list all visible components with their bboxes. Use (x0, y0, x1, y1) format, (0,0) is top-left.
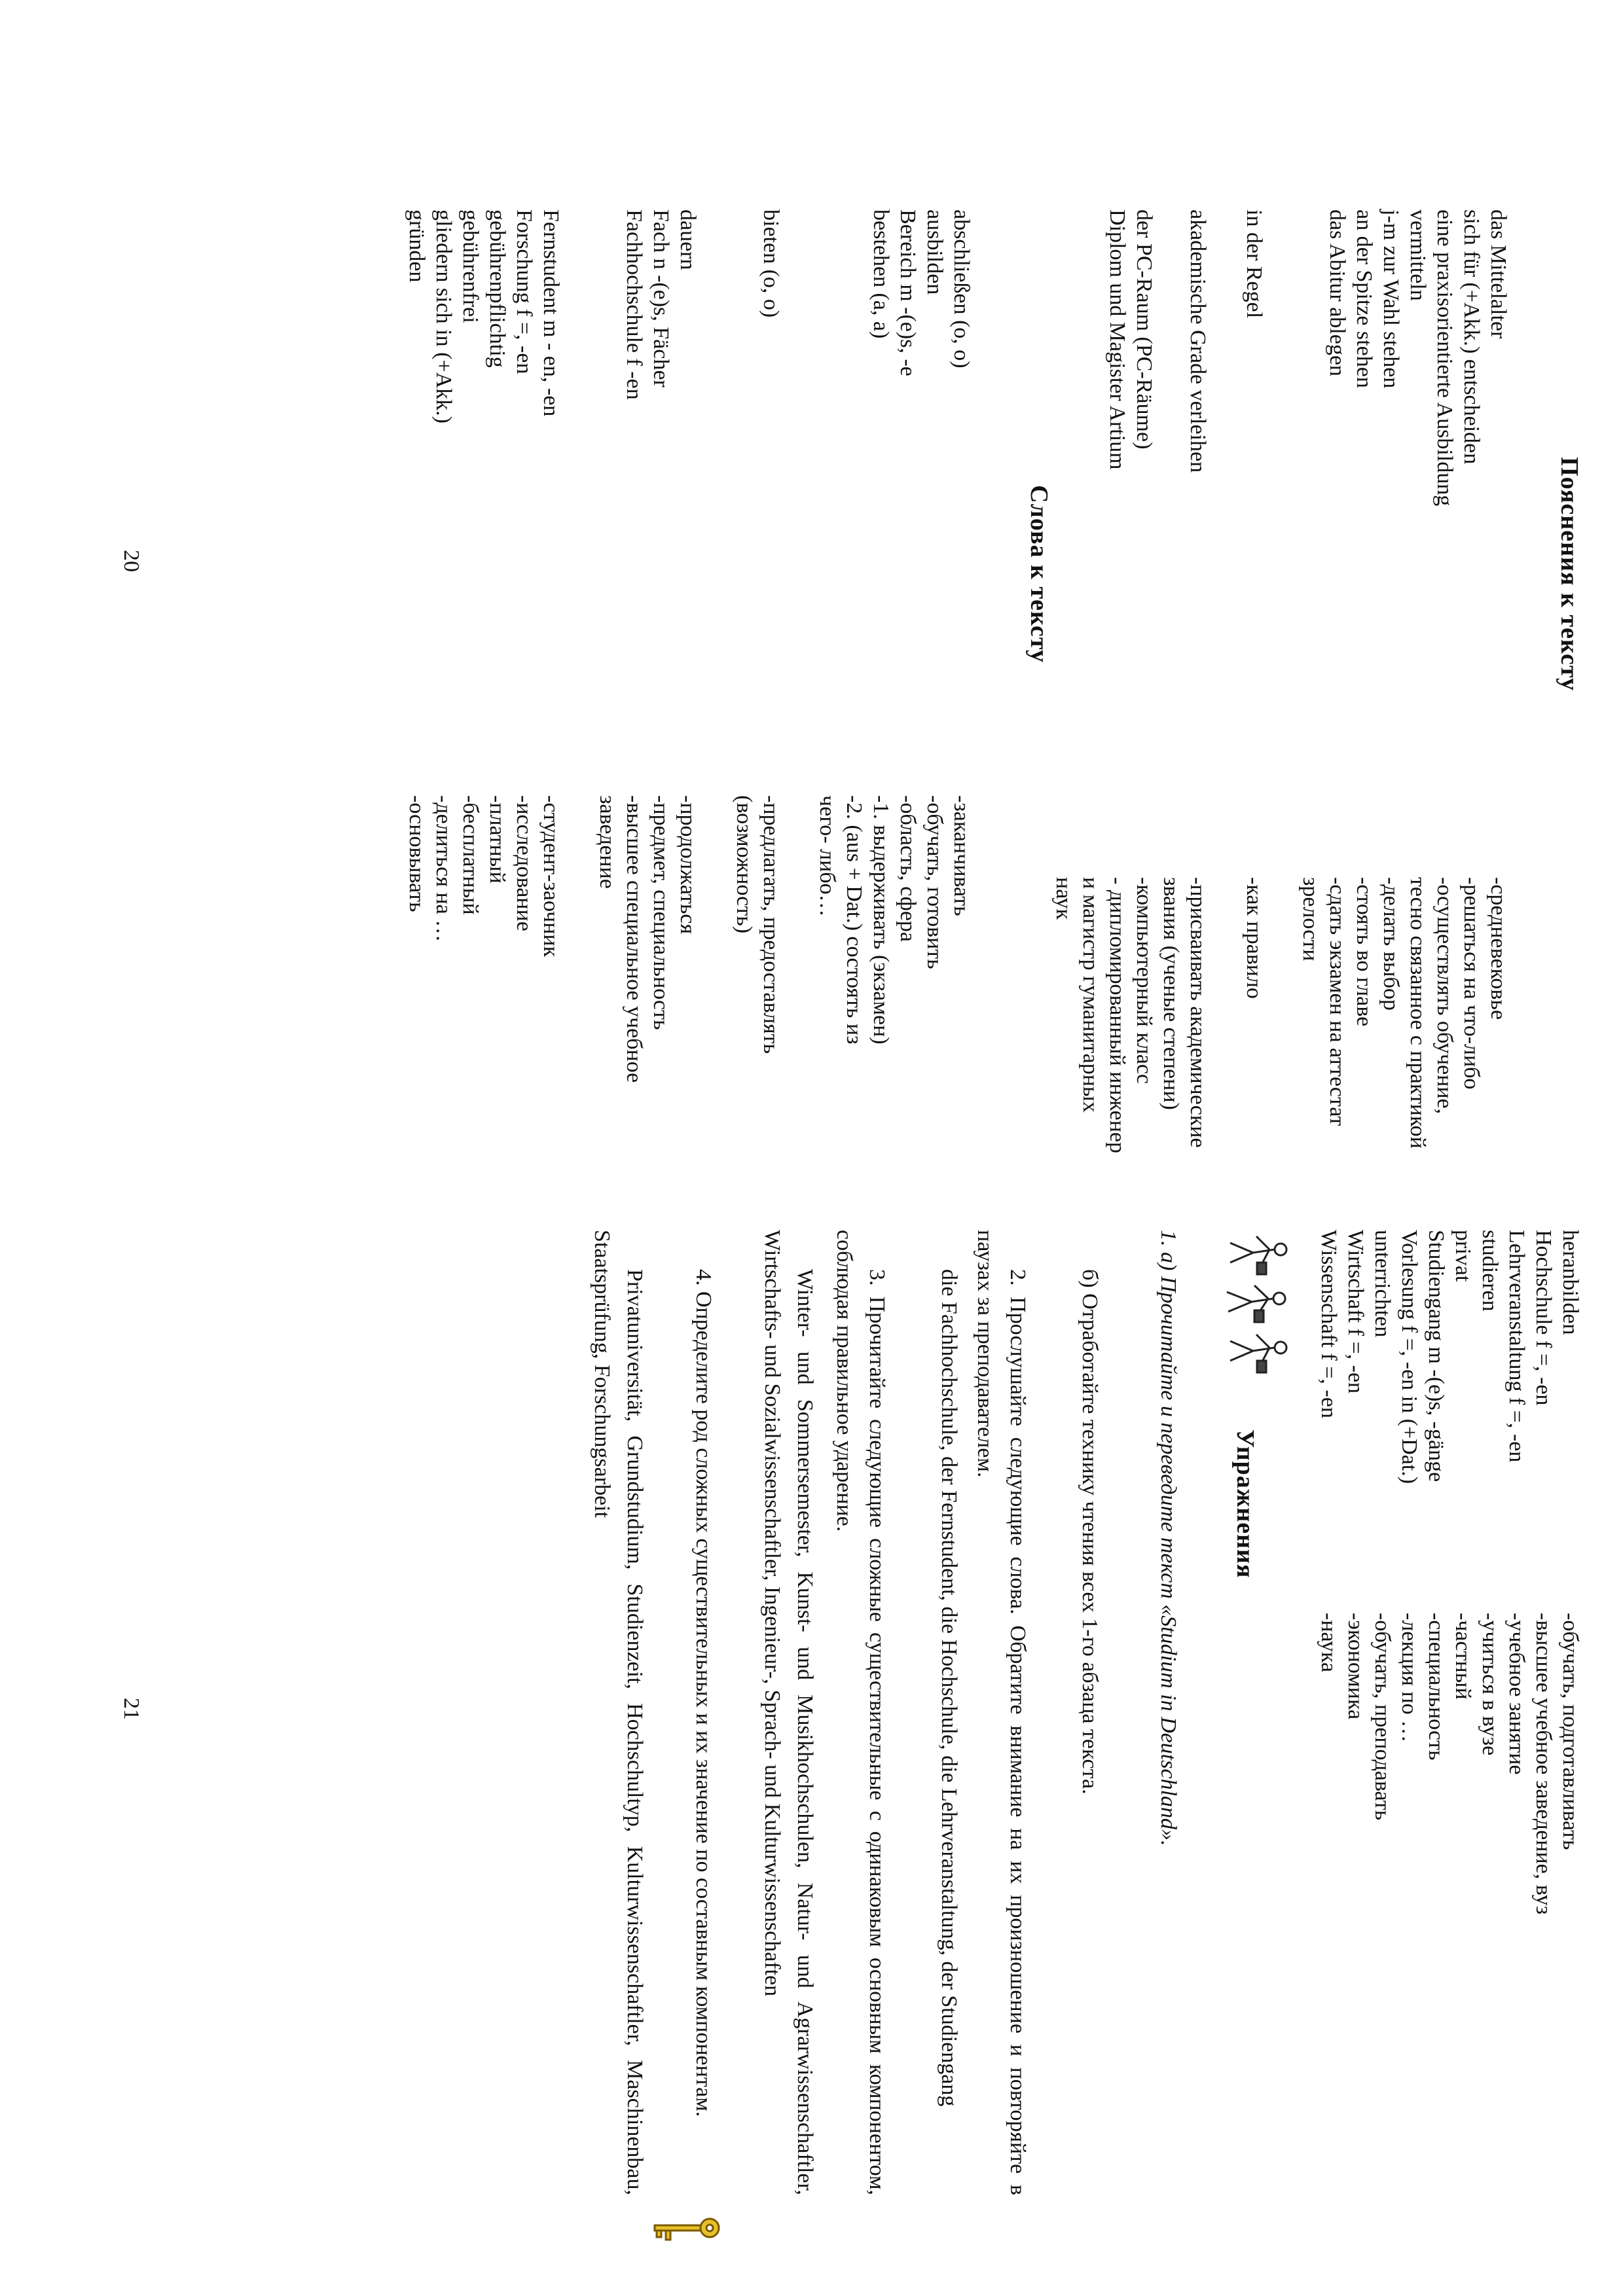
russian-translation: -учебное занятие (1504, 1613, 1529, 1775)
vocab-row (1342, 1230, 1369, 2212)
figures-illustration-icon (1207, 1230, 1292, 1380)
russian-translation: и магистр гуманитарных (1078, 877, 1103, 1113)
vocab-row (674, 209, 701, 1191)
vocab-row (1458, 209, 1485, 1191)
russian-translation: -продолжаться (676, 795, 700, 935)
russian-translation: звания (ученые степени) (1159, 877, 1183, 1110)
german-term: Vorlesung f =, -en in (+Dat.) (1397, 1230, 1421, 1484)
russian-translation: -сдать экзамен на аттестат (1325, 877, 1349, 1126)
german-term: Diplom und Magister Artium (1105, 209, 1129, 470)
russian-translation: наук (1051, 877, 1076, 920)
russian-translation: -область, сфера (896, 795, 920, 942)
german-term: vermitteln (1406, 209, 1430, 301)
german-term: privat (1451, 1230, 1475, 1282)
german-term: der PC-Raum (PC-Räume) (1132, 209, 1156, 450)
russian-translation: -осуществлять обучение, (1432, 877, 1457, 1115)
german-term: Fernstudent m - en, -en (539, 209, 563, 417)
german-term: gliedern sich in (+Akk.) (431, 209, 456, 423)
vocab-row (1503, 1230, 1530, 2212)
russian-translation: -стоять во главе (1352, 877, 1376, 1027)
german-term: Forschung f =, -en (512, 209, 536, 374)
page-number-20: 20 (119, 550, 143, 572)
vocab-row (621, 209, 647, 1191)
exercise-2-instruction: 2. Прослушайте следующие слова. Обратите внимание на их произношение и повторяйте в паузах за преподавателем. (973, 1230, 1030, 2195)
german-term: heranbilden (1558, 1230, 1582, 1335)
vocab-row (484, 209, 511, 1191)
russian-translation: - дипломированный инженер (1105, 877, 1129, 1153)
russian-translation: -компьютерный класс (1132, 877, 1156, 1085)
russian-translation: (возможность) (732, 795, 756, 934)
exercise-3-words: Winter- und Sommersemester, Kunst- und Musikhochschulen, Natur- und Agrarwissenschaftler, Wirtschafts- und Sozialwissenschaftler, Ingenieur-, Sprach- und Kulturwissenschaften (760, 1230, 817, 2195)
exercise-1a (1152, 1230, 1184, 2195)
russian-translation: -исследование (512, 795, 536, 931)
vocab-row (841, 209, 867, 1191)
vocab-row (1423, 1230, 1450, 2212)
vocab-row (1297, 209, 1324, 1191)
vocab-row (1131, 209, 1158, 1191)
exercise-4-instruction: 4. Определите род сложных существительных и их значение по составным компонентам. (691, 1269, 716, 2117)
russian-translation: -решаться на что-либо (1459, 877, 1484, 1090)
explanations-title: Пояснения к тексту (1556, 457, 1583, 691)
vocab-row (594, 209, 621, 1191)
key-icon (644, 2205, 723, 2251)
german-term: abschließen (o, o) (949, 209, 974, 368)
vocab-row (1104, 209, 1131, 1191)
russian-translation: -основывать (405, 795, 429, 912)
vocab-row (1530, 1230, 1557, 2212)
vocab-row (921, 209, 948, 1191)
german-term: unterrichten (1370, 1230, 1395, 1338)
vocab-row (1431, 209, 1458, 1191)
vocab-row (1476, 1230, 1503, 2212)
russian-translation: -экономика (1343, 1613, 1368, 1720)
vocab-row (1158, 209, 1184, 1191)
german-term: Wirtschaft f =, -en (1343, 1230, 1368, 1394)
vocab-row (511, 209, 538, 1191)
russian-translation: -учиться в вузе (1478, 1613, 1502, 1756)
german-term: Hochschule f =, -en (1531, 1230, 1556, 1406)
vocab-row (1324, 209, 1351, 1191)
russian-translation: тесно связанное с практикой (1406, 877, 1430, 1149)
russian-translation: чего- либо… (815, 795, 839, 917)
german-term: bieten (o, o) (759, 209, 783, 318)
vocab-row (1404, 209, 1431, 1191)
german-term: j-m zur Wahl stehen (1379, 209, 1403, 389)
german-term: gebührenfrei (458, 209, 483, 323)
russian-translation: -платный (485, 795, 509, 884)
german-term: ausbilden (922, 209, 947, 295)
german-term: akademische Grade verleihen (1186, 209, 1210, 473)
russian-translation: -заканчивать (949, 795, 974, 916)
german-term: sich für (+Akk.) entscheiden (1459, 209, 1484, 465)
russian-translation: -частный (1451, 1613, 1475, 1700)
russian-translation: -средневековье (1486, 877, 1510, 1020)
russian-translation: -2. (aus + Dat.) состоять из (842, 795, 866, 1045)
vocab-row (1184, 209, 1211, 1191)
russian-translation: -обучать, преподавать (1370, 1613, 1395, 1821)
vocab-row (1369, 1230, 1396, 2212)
german-term: an der Spitze stehen (1352, 209, 1376, 388)
russian-translation: -1. выдерживать (экзамен) (869, 795, 893, 1045)
vocab-row (538, 209, 564, 1191)
vocab-row (757, 209, 784, 1191)
vocab-row (1377, 209, 1404, 1191)
german-term: Lehrveranstaltung f =, -en (1504, 1230, 1529, 1463)
vocab-row (1077, 209, 1104, 1191)
russian-translation: -предлагать, предоставлять (759, 795, 783, 1054)
russian-translation: -обучать, готовить (922, 795, 947, 969)
german-term: Studiengang m -(e)s, -gänge (1424, 1230, 1448, 1482)
german-term: Fach n -(e)s, Fächer (649, 209, 673, 387)
russian-translation: -специальность (1424, 1613, 1448, 1761)
vocab-row (1241, 209, 1267, 1191)
russian-translation: заведение (595, 795, 619, 889)
russian-translation: -делиться на … (431, 795, 456, 942)
russian-translation: -бесплатный (458, 795, 483, 915)
vocab-row (814, 209, 841, 1191)
exercise-1a-text: Прочитайте и переведите текст «Studium in Deutschland». (1156, 1276, 1180, 1846)
exercise-2-words: die Fachhochschule, der Fernstudent, die Hochschule, die Lehrveranstaltung, der Studiengang (937, 1269, 961, 2107)
russian-translation: зрелости (1298, 877, 1322, 961)
german-term: Fachhochschule f -en (622, 209, 646, 400)
vocab-row (1050, 209, 1077, 1191)
german-term: dauern (676, 209, 700, 270)
vocab-title: Слова к тексту (1025, 485, 1053, 663)
german-term: das Abitur ablegen (1325, 209, 1349, 376)
german-term: in der Regel (1242, 209, 1266, 319)
exercise-1b: б) Отработайте технику чтения всех 1-го абзаца текста. (1078, 1269, 1102, 1795)
vocab-row (457, 209, 484, 1191)
german-term: gebührenpflichtig (485, 209, 509, 368)
exercise-1a-label: 1. а) (1156, 1230, 1180, 1271)
vocab-row (1557, 1230, 1584, 2212)
vocab-row (403, 209, 430, 1191)
vocab-row (1396, 1230, 1423, 2212)
russian-translation: -предмет, специальность (649, 795, 673, 1030)
german-term: eine praxisorientierte Ausbildung (1432, 209, 1457, 507)
german-term: Wissenschaft f =, -en (1317, 1230, 1341, 1418)
russian-translation: -присваивать академические (1186, 877, 1210, 1148)
russian-translation: -лекция по … (1397, 1613, 1421, 1743)
vocab-row (948, 209, 975, 1191)
russian-translation: -студент-заочник (539, 795, 563, 958)
russian-translation: -обучать, подготавливать (1558, 1613, 1582, 1850)
german-term: gründen (405, 209, 429, 283)
russian-translation: -наука (1317, 1613, 1341, 1672)
vocab-row (647, 209, 674, 1191)
german-term: das Mittelalter (1486, 209, 1510, 339)
exercise-3-instruction: 3. Прочитайте следующие сложные существительные с одинаковым основным компонентом, соблюдая правильное ударение. (832, 1230, 889, 2195)
vocab-row (867, 209, 894, 1191)
exercise-4-words: Privatuniversität, Grundstudium, Studienzeit, Hochschultyp, Kulturwissenschaftler, Maschinenbau, Staatsprüfung, Forschungsarbeit (590, 1230, 647, 2195)
exercises-title: Упражнения (1231, 1429, 1259, 1579)
german-term: studieren (1478, 1230, 1502, 1312)
russian-translation: -высшее учебное заведение, вуз (1531, 1613, 1556, 1915)
russian-translation: -высшее специальное учебное (622, 795, 646, 1083)
vocab-row (1450, 1230, 1476, 2212)
vocab-row (1315, 1230, 1342, 2212)
german-term: bestehen (a, a) (869, 209, 893, 339)
russian-translation: -как правило (1242, 877, 1266, 999)
vocab-row (1485, 209, 1512, 1191)
russian-translation: -делать выбор (1379, 877, 1403, 1011)
vocab-row (430, 209, 457, 1191)
vocab-row (1351, 209, 1377, 1191)
page-number-21: 21 (119, 1698, 143, 1720)
german-term: Bereich m -(e)s, -e (896, 209, 920, 376)
page-21 (0, 1148, 1623, 2296)
vocab-row (894, 209, 921, 1191)
vocab-row (731, 209, 757, 1191)
